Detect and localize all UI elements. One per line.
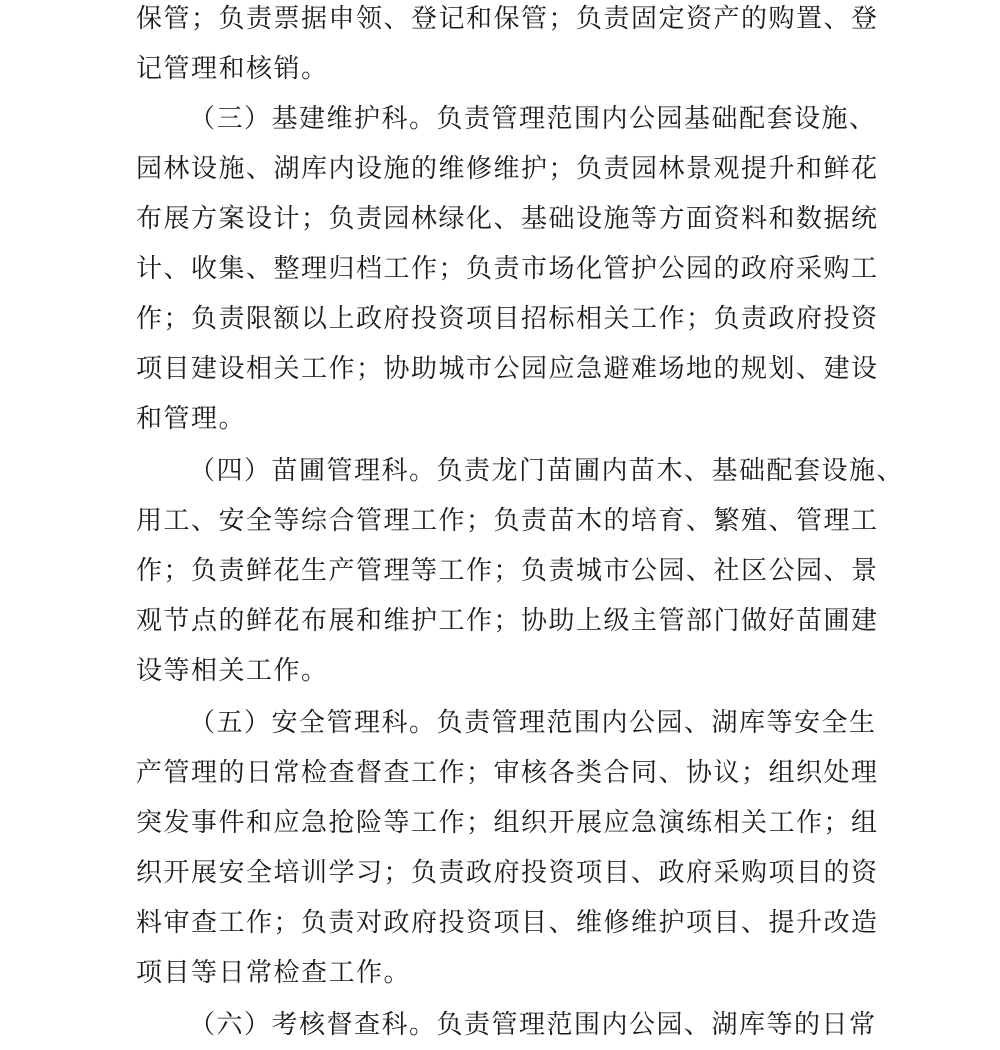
- text-line: 项目等日常检查工作。: [136, 958, 412, 988]
- text-line: 产管理的日常检查督查工作；审核各类合同、协议；组织处理: [136, 758, 879, 788]
- text-line: 项目建设相关工作；协助城市公园应急避难场地的规划、建设: [136, 354, 879, 384]
- section-heading-line: （六）考核督查科。负责管理范围内公园、湖库等的日常: [189, 1010, 877, 1040]
- text-line: 记管理和核销。: [136, 54, 329, 84]
- section-heading-line: （四）苗圃管理科。负责龙门苗圃内苗木、基础配套设施、: [189, 456, 905, 486]
- text-line: 和管理。: [136, 404, 247, 434]
- text-line: 作；负责限额以上政府投资项目招标相关工作；负责政府投资: [136, 304, 879, 334]
- text-line: 计、收集、整理归档工作；负责市场化管护公园的政府采购工: [136, 254, 879, 284]
- text-line: 织开展安全培训学习；负责政府投资项目、政府采购项目的资: [136, 858, 879, 888]
- text-line: 观节点的鲜花布展和维护工作；协助上级主管部门做好苗圃建: [136, 606, 879, 636]
- text-line: 保管；负责票据申领、登记和保管；负责固定资产的购置、登: [136, 4, 879, 34]
- section-heading-line: （五）安全管理科。负责管理范围内公园、湖库等安全生: [189, 708, 877, 738]
- text-line: 布展方案设计；负责园林绿化、基础设施等方面资料和数据统: [136, 204, 879, 234]
- text-line: 用工、安全等综合管理工作；负责苗木的培育、繁殖、管理工: [136, 506, 879, 536]
- section-heading-line: （三）基建维护科。负责管理范围内公园基础配套设施、: [189, 104, 877, 134]
- text-line: 作；负责鲜花生产管理等工作；负责城市公园、社区公园、景: [136, 556, 879, 586]
- text-line: 园林设施、湖库内设施的维修维护；负责园林景观提升和鲜花: [136, 154, 879, 184]
- text-line: 设等相关工作。: [136, 656, 329, 686]
- text-line: 料审查工作；负责对政府投资项目、维修维护项目、提升改造: [136, 908, 879, 938]
- text-line: 突发事件和应急抢险等工作；组织开展应急演练相关工作；组: [136, 808, 879, 838]
